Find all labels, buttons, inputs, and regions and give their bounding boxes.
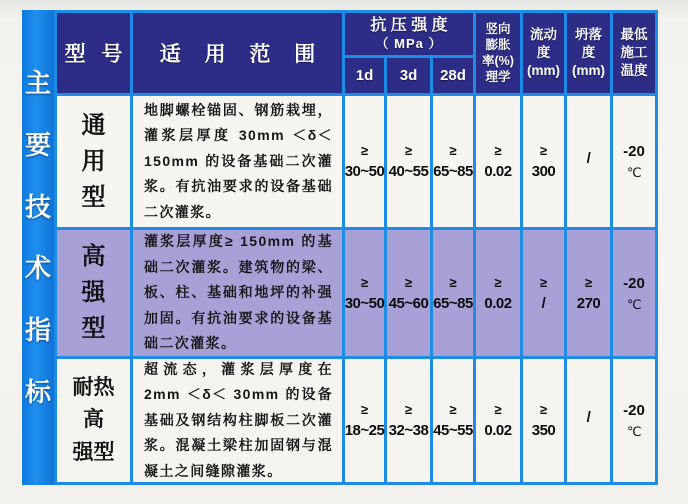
sidebar-char: 技 [24, 191, 51, 222]
value-unit: ℃ [626, 296, 642, 312]
value-operator: ≥ [584, 274, 593, 290]
value-slump [567, 359, 610, 482]
value-3d [387, 96, 430, 227]
value-min-temp [613, 96, 655, 227]
value-expansion [476, 359, 520, 482]
header-strength-title: 抗 压 强 度 [370, 16, 448, 34]
value-fluidity [523, 96, 564, 227]
scope-text: 灌浆层厚度≥ 150mm 的基础二次灌浆。建筑物的梁、板、柱、基础和地坪的补强加固。有抗油要求的设备基础二次灌浆。 [144, 233, 333, 352]
value-operator: ≥ [404, 274, 413, 290]
value-number: 350 [531, 422, 556, 439]
scope-cell [133, 230, 342, 356]
sidebar-char: 术 [24, 253, 51, 284]
value-number: / [541, 294, 546, 312]
value-unit: ℃ [626, 424, 642, 439]
sidebar-main-technical-indicators [22, 10, 54, 485]
header-line: 坍落 [575, 26, 602, 42]
value-slump [567, 96, 610, 227]
header-vertical-expansion [476, 13, 520, 93]
header-strength-unit: （ MPa ） [375, 35, 443, 51]
value-operator: ≥ [360, 274, 369, 290]
header-fluidity [523, 13, 564, 93]
header-min-construction-temp [613, 13, 655, 93]
value-operator: ≥ [449, 402, 457, 417]
value-number: 45~60 [388, 294, 429, 312]
header-1d: 1d [345, 58, 384, 93]
value-number: -20 [623, 143, 645, 160]
value-fluidity [523, 359, 564, 482]
header-line: 施工 [620, 44, 648, 60]
model-line: 型 [81, 315, 106, 342]
value-number: 0.02 [484, 422, 512, 439]
value-operator: ≥ [449, 143, 457, 158]
value-operator: ≥ [539, 402, 548, 417]
value-expansion [476, 230, 520, 356]
value-operator: ≥ [539, 143, 548, 158]
model-cell-heat-resistant [57, 359, 130, 482]
value-number: 45~55 [433, 422, 473, 439]
value-number: -20 [623, 402, 645, 419]
scope-cell [133, 96, 342, 227]
value-number: 300 [531, 163, 556, 180]
value-28d [433, 359, 473, 482]
value-28d [433, 96, 473, 227]
header-line: 度 [581, 44, 596, 60]
value-number: 270 [576, 294, 601, 312]
sidebar-char: 标 [24, 376, 51, 407]
value-number: / [586, 408, 591, 426]
model-line: 耐热 [72, 375, 115, 399]
value-min-temp [613, 359, 655, 482]
value-operator: ≥ [539, 274, 548, 290]
value-number: -20 [623, 274, 645, 292]
model-line: 型 [81, 183, 106, 211]
header-line: 理学 [485, 70, 511, 85]
model-line: 通 [81, 111, 106, 139]
value-operator: ≥ [494, 402, 502, 417]
value-operator: ≥ [360, 143, 369, 158]
value-operator: ≥ [494, 143, 502, 158]
model-line: 强 [81, 279, 106, 306]
value-operator: ≥ [494, 274, 502, 290]
sidebar-char: 指 [24, 315, 51, 346]
value-1d [345, 230, 384, 356]
value-number: 65~85 [433, 294, 473, 312]
sidebar-char: 要 [24, 129, 51, 160]
header-line: 温度 [620, 63, 648, 79]
value-number: 0.02 [484, 294, 512, 312]
value-operator: ≥ [404, 143, 413, 158]
header-3d: 3d [387, 58, 430, 93]
value-fluidity [523, 230, 564, 356]
model-line: 强型 [72, 440, 115, 464]
header-scope: 适 用 范 围 [133, 13, 342, 93]
value-28d [433, 230, 473, 356]
model-cell-general [57, 96, 130, 227]
header-line: (mm) [527, 63, 560, 79]
value-min-temp [613, 230, 655, 356]
value-number: 32~38 [388, 422, 429, 439]
header-line: 竖向 [485, 21, 511, 36]
header-model: 型 号 [57, 13, 130, 93]
header-slump [567, 13, 610, 93]
header-line: 率(%) [482, 54, 514, 68]
scope-text: 超流态，灌浆层厚度在 2mm ＜δ＜ 30mm 的设备基础及钢结构柱脚板二次灌浆。混凝土梁柱加固钢与混凝土之间缝隙灌浆。 [144, 360, 333, 479]
sidebar-char: 主 [24, 68, 51, 98]
header-line: 最低 [620, 26, 648, 42]
value-number: 0.02 [484, 163, 512, 180]
value-number: 40~55 [388, 163, 429, 180]
model-cell-high-strength [57, 230, 130, 356]
spec-table [54, 10, 658, 485]
value-operator: ≥ [404, 402, 413, 417]
model-line: 高 [81, 243, 106, 270]
value-operator: ≥ [360, 402, 369, 417]
value-number: / [586, 149, 591, 167]
value-expansion [476, 96, 520, 227]
header-line: 流动 [530, 26, 557, 42]
model-line: 用 [81, 147, 106, 175]
scope-text: 地脚螺栓锚固、钢筋栽埋，灌浆层厚度 30mm ＜δ＜ 150mm 的设备基础二次灌浆。有抗油要求的设备基础二次灌浆。 [144, 101, 333, 220]
scope-cell [133, 359, 342, 482]
header-28d: 28d [433, 58, 473, 93]
value-1d [345, 359, 384, 482]
model-line: 高 [83, 408, 104, 432]
header-line: 膨胀 [485, 37, 511, 52]
value-3d [387, 359, 430, 482]
value-number: 30~50 [344, 294, 385, 312]
header-compressive-strength [345, 13, 473, 55]
header-line: (mm) [572, 63, 605, 79]
value-slump [567, 230, 610, 356]
value-number: 30~50 [344, 163, 385, 180]
value-1d [345, 96, 384, 227]
value-number: 18~25 [344, 422, 385, 439]
value-operator: ≥ [449, 274, 457, 290]
value-3d [387, 230, 430, 356]
value-unit: ℃ [626, 165, 642, 180]
value-number: 65~85 [433, 163, 473, 180]
header-line: 度 [536, 44, 551, 60]
